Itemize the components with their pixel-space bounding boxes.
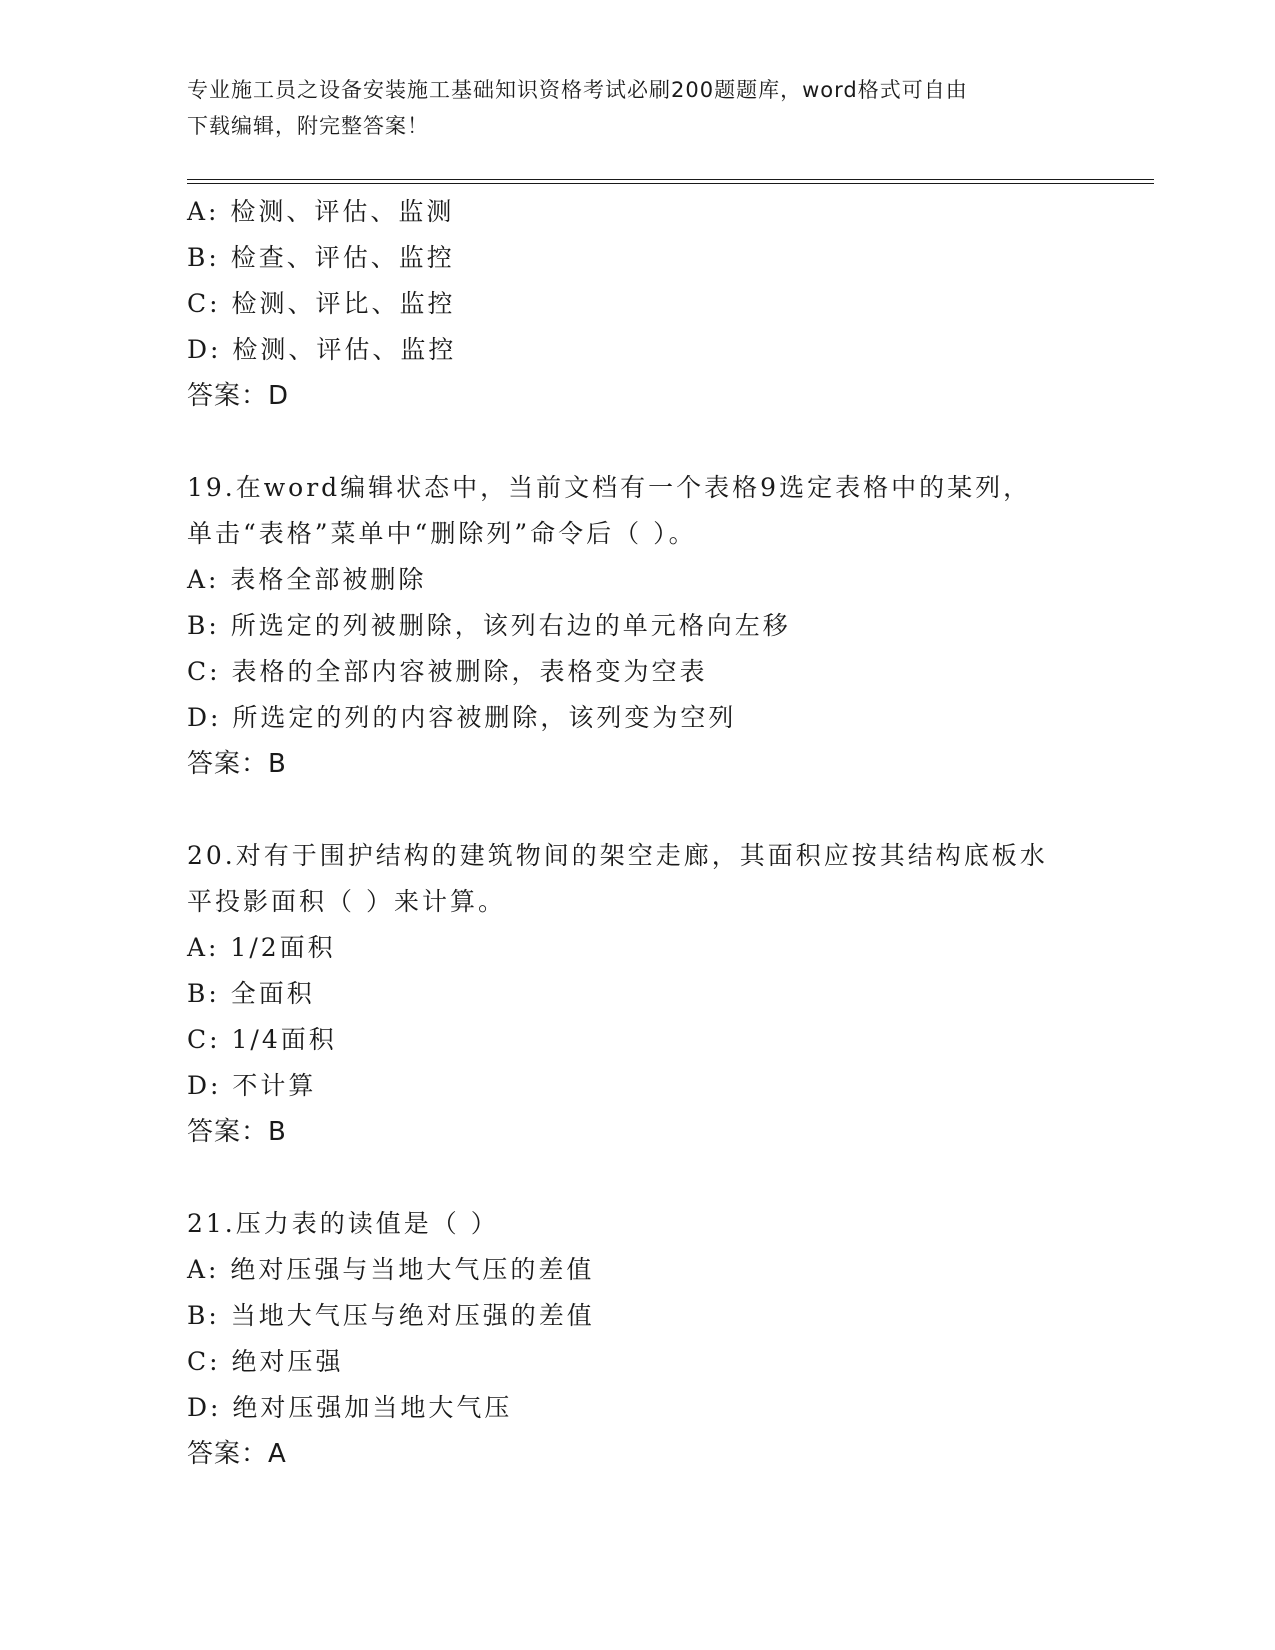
option-d: D: 绝对压强加当地大气压: [187, 1393, 513, 1422]
header-line-2: 下载编辑，附完整答案！: [187, 114, 429, 138]
question-21: [187, 1201, 1147, 1477]
option-b: B: 所选定的列被删除，该列右边的单元格向左移: [187, 611, 791, 640]
option-a: A: 1/2面积: [187, 933, 336, 962]
option-b: B: 当地大气压与绝对压强的差值: [187, 1301, 595, 1330]
option-d: D: 检测、评估、监控: [187, 335, 457, 364]
document-header: [187, 72, 1087, 144]
spacer: [187, 787, 1147, 833]
option-a: A: 表格全部被删除: [187, 565, 427, 594]
answer-line: 答案：A: [187, 1439, 287, 1469]
question-stem: 19.在word编辑状态中，当前文档有一个表格9选定表格中的某列，: [187, 473, 1032, 502]
option-a: A: 检测、评估、监测: [187, 197, 455, 226]
option-d: D: 不计算: [187, 1071, 317, 1100]
question-20: [187, 833, 1147, 1155]
option-c: C: 检测、评比、监控: [187, 289, 456, 318]
header-divider-bottom: [187, 183, 1154, 184]
question-stem-continued: 平投影面积（ ）来计算。: [187, 887, 506, 916]
option-b: B: 全面积: [187, 979, 315, 1008]
spacer: [187, 419, 1147, 465]
answer-line: 答案：B: [187, 1117, 287, 1147]
answer-line: 答案：B: [187, 749, 287, 779]
question-list: [187, 189, 1147, 1477]
option-a: A: 绝对压强与当地大气压的差值: [187, 1255, 595, 1284]
option-d: D: 所选定的列的内容被删除，该列变为空列: [187, 703, 737, 732]
spacer: [187, 1155, 1147, 1201]
question-19: [187, 465, 1147, 787]
question-stem-continued: 单击“表格”菜单中“删除列”命令后（ ）。: [187, 519, 697, 548]
question-18-continued: [187, 189, 1147, 419]
header-line-1: 专业施工员之设备安装施工基础知识资格考试必刷200题题库，word格式可自由: [187, 78, 968, 102]
option-c: C: 表格的全部内容被删除，表格变为空表: [187, 657, 708, 686]
header-divider-top: [187, 179, 1154, 180]
option-c: C: 绝对压强: [187, 1347, 344, 1376]
question-stem: 21.压力表的读值是（ ）: [187, 1209, 499, 1238]
question-stem: 20.对有于围护结构的建筑物间的架空走廊，其面积应按其结构底板水: [187, 841, 1048, 870]
answer-line: 答案：D: [187, 381, 290, 411]
option-c: C: 1/4面积: [187, 1025, 337, 1054]
option-b: B: 检查、评估、监控: [187, 243, 455, 272]
